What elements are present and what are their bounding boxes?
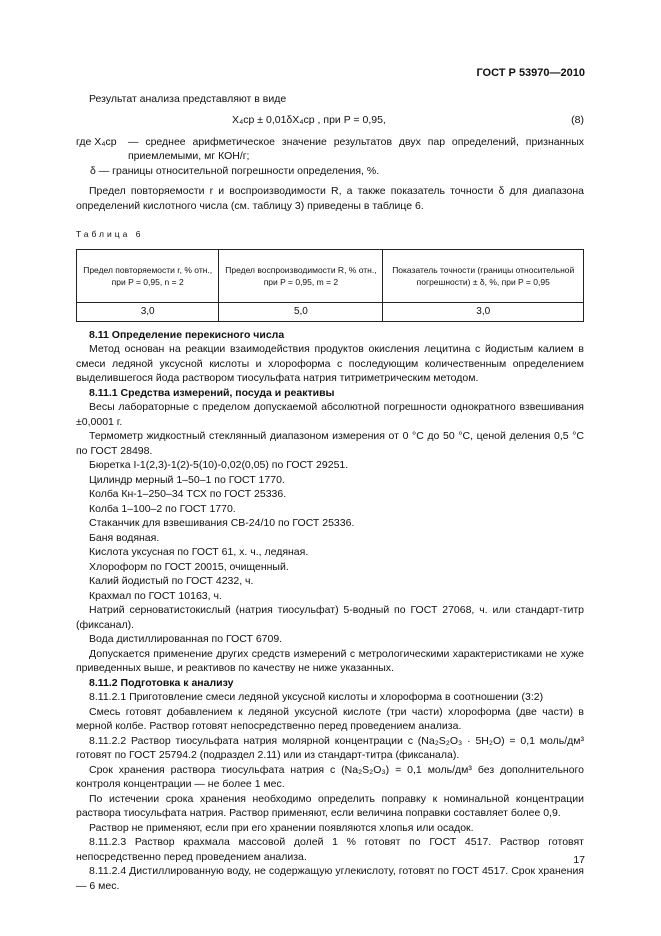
- body-paragraph: Калий йодистый по ГОСТ 4232, ч.: [89, 575, 254, 587]
- delta-definition: δ — границы относительной погрешности определения, %.: [90, 164, 380, 177]
- body-paragraph: Стаканчик для взвешивания СВ-24/10 по ГОСТ 25336.: [89, 517, 355, 529]
- body-paragraph: Допускается применение других средств измерений с метрологическими характеристиками не хуже приведенных выше, и реактивов по качеству не ниже указанных.: [76, 647, 584, 674]
- formula-8: [76, 111, 584, 133]
- table-cell: 5,0: [219, 302, 383, 321]
- body-paragraph: Хлороформ по ГОСТ 20015, очищенный.: [89, 560, 289, 573]
- body-paragraph: 8.11.2.1 Приготовление смеси ледяной уксусной кислоты и хлороформа в соотношении (3:2): [89, 691, 544, 703]
- body-paragraph: Цилиндр мерный 1–50–1 по ГОСТ 1770.: [89, 473, 285, 486]
- body-paragraph: Кислота уксусная по ГОСТ 61, х. ч., ледяная.: [89, 546, 309, 558]
- table-cell: 3,0: [77, 302, 219, 321]
- body-paragraph: Бюретка I-1(2,3)-1(2)-5(10)-0,02(0,05) по ГОСТ 29251.: [89, 459, 349, 471]
- section-heading: 8.11.2 Подготовка к анализу: [89, 676, 234, 689]
- body-paragraph: Колба 1–100–2 по ГОСТ 1770.: [89, 502, 236, 515]
- body-paragraph: Термометр жидкостный стеклянный диапазоном измерения от 0 °С до 50 °С, ценой деления 0,5 °С по ГОСТ 28498.: [76, 430, 584, 457]
- body-paragraph: Раствор не применяют, если при его хранении появляются хлопья или осадок.: [89, 821, 474, 834]
- table-caption: Таблица 6: [76, 229, 144, 239]
- intro-paragraph: Результат анализа представляют в виде: [89, 93, 287, 105]
- body-paragraph: Баня водяная.: [89, 531, 160, 544]
- body-paragraph: Колба Кн-1–250–34 ТСХ по ГОСТ 25336.: [89, 488, 287, 500]
- section-heading: 8.11 Определение перекисного числа: [89, 328, 285, 341]
- body-paragraph: 8.11.2.2 Раствор тиосульфата натрия молярной концентрации c (Na₂S₂O₃ · 5H₂O) = 0,1 моль/дм³ готовят по ГОСТ 25794.2 (подраздел 2.11) или из стандарт-титра (фиксанала).: [76, 734, 584, 761]
- table-row: [77, 302, 584, 321]
- body-paragraph: 8.11.2.3 Раствор крахмала массовой долей 1 % готовят по ГОСТ 4517. Раствор готовят непосредственно перед проведением анализа.: [76, 836, 584, 863]
- document-header: ГОСТ Р 53970—2010: [476, 67, 585, 79]
- body-paragraph: По истечении срока хранения необходимо определить поправку к номинальной концентрации раствора тиосульфата натрия. Раствор применяют, если величина поправки составляет более 0,9.: [76, 792, 584, 819]
- page-number: 17: [573, 854, 585, 866]
- table-cell: 3,0: [383, 302, 584, 321]
- table-header-cell: Показатель точности (границы относительной погрешности) ± δ, %, при P = 0,95: [383, 249, 584, 302]
- body-paragraph: 8.11.2.4 Дистиллированную воду, не содержащую углекислоту, готовят по ГОСТ 4517. Срок хранения — 6 мес.: [76, 865, 584, 892]
- body-paragraph: Метод основан на реакции взаимодействия продуктов окисления лецитина с йодистым калием в смеси ледяной уксусной кислоты и хлороформа с последующим количественным определением выделившегося йода раствором тиосульфата натрия титриметрическим методом.: [76, 343, 584, 384]
- body-paragraph: Вода дистиллированная по ГОСТ 6709.: [89, 633, 283, 645]
- body-paragraph: Весы лабораторные с пределом допускаемой абсолютной погрешности однократного взвешивания ±0,0001 г.: [76, 401, 584, 428]
- where-label: где X₄ср: [76, 135, 117, 148]
- where-definition: [76, 135, 584, 164]
- formula-number: (8): [571, 113, 584, 126]
- body-paragraph: Крахмал по ГОСТ 10163, ч.: [89, 589, 222, 602]
- where-text: — среднее арифметическое значение результатов двух пар определений, признанных приемлемыми, мг КОН/г;: [128, 135, 584, 162]
- table-6: [76, 249, 584, 322]
- section-heading: 8.11.1 Средства измерений, посуда и реактивы: [89, 386, 335, 399]
- table-header-row: [77, 249, 584, 302]
- body-paragraph: Натрий серноватистокислый (натрия тиосульфат) 5-водный по ГОСТ 27068, ч. или стандарт-титр (фиксанал).: [76, 604, 584, 631]
- table-header-cell: Предел повторяемости r, % отн., при P = 0,95, n = 2: [77, 249, 219, 302]
- sections-container: [76, 328, 584, 894]
- body-paragraph: Смесь готовят добавлением к ледяной уксусной кислоте (три части) хлороформа (две части) в мерной колбе. Раствор готовят непосредственно перед проведением анализа.: [76, 705, 584, 732]
- body-paragraph: Срок хранения раствора тиосульфата натрия c (Na₂S₂O₃) = 0,1 моль/дм³ без дополнительного контроля концентрации — не более 1 мес.: [76, 763, 584, 790]
- formula-text: X₄ср ± 0,01δX₄ср , при P = 0,95,: [232, 113, 386, 126]
- limits-paragraph: Предел повторяемости r и воспроизводимости R, а также показатель точности δ для диапазона определений кислотного числа (см. таблицу 3) приведены в таблице 6.: [76, 185, 584, 212]
- document-body: [76, 92, 584, 893]
- table-header-cell: Предел воспроизводимости R, % отн., при P = 0,95, m = 2: [219, 249, 383, 302]
